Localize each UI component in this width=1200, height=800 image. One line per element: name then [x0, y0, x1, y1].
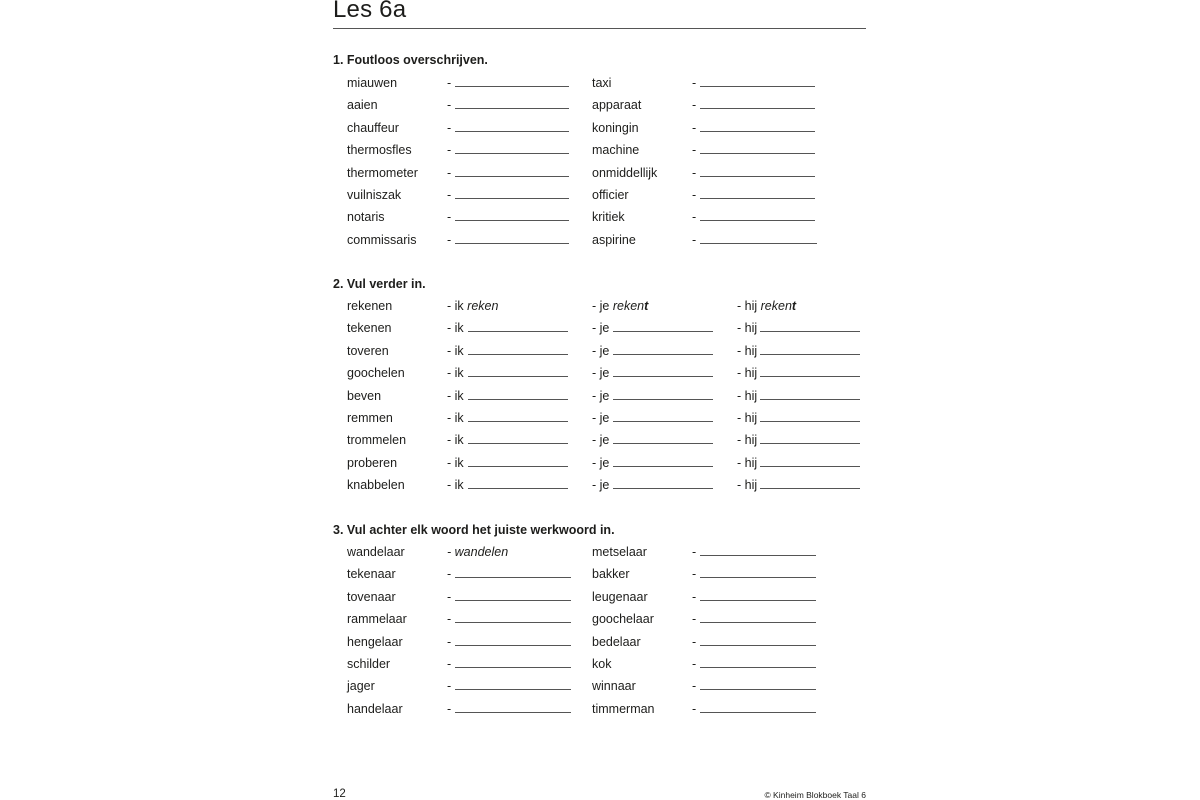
answer-line[interactable]	[700, 243, 817, 244]
dash: -	[692, 545, 697, 559]
hij-label: - hij	[737, 433, 758, 448]
dash: -	[447, 679, 452, 694]
answer-line[interactable]	[700, 645, 816, 646]
hij-answer-line[interactable]	[760, 331, 860, 332]
ik-answer-line[interactable]	[468, 421, 568, 422]
section3-heading: 3. Vul achter elk woord het juiste werkwoord in.	[333, 523, 615, 537]
copy-word: aaien	[347, 98, 378, 113]
noun-word: leugenaar	[592, 589, 648, 604]
hij-answer-line[interactable]	[760, 488, 860, 489]
dash: -	[692, 120, 697, 135]
je-label: - je	[592, 343, 610, 358]
je-answer-line[interactable]	[613, 421, 713, 422]
answer-line[interactable]	[455, 712, 571, 713]
hij-answer-line[interactable]	[760, 421, 860, 422]
dash: -	[447, 210, 452, 225]
noun-word: schilder	[347, 657, 391, 671]
copy-word: koningin	[592, 120, 639, 135]
answer-line[interactable]	[455, 131, 569, 132]
example-verb: rekenen	[347, 299, 393, 313]
answer-line[interactable]	[700, 153, 815, 154]
dash: -	[447, 657, 452, 671]
answer-line[interactable]	[700, 667, 816, 668]
copyright-notice: © Kinheim Blokboek Taal 6	[764, 790, 866, 800]
hij-label: - hij	[737, 411, 758, 425]
je-answer-line[interactable]	[613, 443, 713, 444]
dash: -	[447, 232, 452, 247]
noun-word: jager	[347, 679, 375, 694]
dash: -	[692, 701, 697, 716]
hij-label: - hij	[737, 366, 758, 381]
answer-line[interactable]	[455, 198, 569, 199]
noun-word: handelaar	[347, 701, 403, 716]
je-answer-line[interactable]	[613, 376, 713, 377]
ik-label: - ik	[447, 433, 464, 448]
noun-word: hengelaar	[347, 634, 403, 649]
copy-word: thermosfles	[347, 143, 412, 158]
je-answer-line[interactable]	[613, 354, 713, 355]
dash: -	[447, 567, 452, 582]
verb: goochelen	[347, 366, 405, 381]
example-je: - je rekent	[592, 299, 649, 313]
dash: -	[692, 232, 697, 247]
ik-label: - ik	[447, 343, 464, 358]
noun-word: bedelaar	[592, 634, 641, 649]
copy-word: apparaat	[592, 98, 642, 113]
dash: -	[692, 98, 697, 113]
section1-heading: 1. Foutloos overschrijven.	[333, 53, 488, 67]
dash: -	[692, 657, 697, 671]
ik-label: - ik	[447, 388, 464, 403]
copy-word: machine	[592, 143, 640, 158]
ik-label: - ik	[447, 411, 464, 425]
answer-line[interactable]	[455, 645, 571, 646]
je-label: - je	[592, 478, 610, 493]
dash: -	[447, 701, 452, 716]
copy-word: taxi	[592, 76, 612, 90]
page-number: 12	[333, 788, 346, 800]
answer-line[interactable]	[455, 243, 569, 244]
dash: -	[447, 143, 452, 158]
ik-answer-line[interactable]	[468, 376, 568, 377]
copy-word: thermometer	[347, 165, 418, 180]
je-label: - je	[592, 433, 610, 448]
noun-word: tovenaar	[347, 589, 396, 604]
ik-label: - ik	[447, 455, 464, 470]
je-label: - je	[592, 411, 610, 425]
verb: trommelen	[347, 433, 407, 448]
ik-label: - ik	[447, 478, 464, 493]
ik-label: - ik	[447, 321, 464, 336]
example-ik: - ik reken	[447, 299, 499, 313]
dash: -	[692, 612, 697, 627]
answer-line[interactable]	[455, 86, 569, 87]
noun-word: metselaar	[592, 545, 647, 559]
hij-label: - hij	[737, 478, 758, 493]
noun-word: timmerman	[592, 701, 655, 716]
section2-heading: 2. Vul verder in.	[333, 277, 426, 291]
copy-word: onmiddellijk	[592, 165, 658, 180]
dash: -	[692, 188, 697, 202]
hij-label: - hij	[737, 321, 758, 336]
answer-line[interactable]	[700, 86, 815, 87]
je-answer-line[interactable]	[613, 488, 713, 489]
ik-answer-line[interactable]	[468, 488, 568, 489]
ik-answer-line[interactable]	[468, 466, 568, 467]
dash: -	[447, 165, 452, 180]
dash: -	[692, 589, 697, 604]
hij-answer-line[interactable]	[760, 399, 860, 400]
ik-answer-line[interactable]	[468, 354, 568, 355]
answer-line[interactable]	[455, 622, 571, 623]
ik-label: - ik	[447, 366, 464, 381]
answer-line[interactable]	[455, 600, 571, 601]
hij-answer-line[interactable]	[760, 354, 860, 355]
answer-line[interactable]	[700, 577, 816, 578]
answer-line[interactable]	[700, 555, 816, 556]
hij-label: - hij	[737, 388, 758, 403]
verb: tekenen	[347, 321, 392, 336]
dash: -	[692, 210, 697, 225]
dash: -	[692, 634, 697, 649]
copy-word: chauffeur	[347, 120, 399, 135]
copy-word: officier	[592, 188, 629, 202]
je-answer-line[interactable]	[613, 466, 713, 467]
hij-answer-line[interactable]	[760, 376, 860, 377]
dash: -	[692, 143, 697, 158]
dash: -	[692, 165, 697, 180]
dash: -	[447, 188, 452, 202]
verb: knabbelen	[347, 478, 405, 493]
title-rule	[333, 28, 866, 29]
noun-word: winnaar	[592, 679, 636, 694]
copy-word: kritiek	[592, 210, 625, 225]
ik-answer-line[interactable]	[468, 331, 568, 332]
je-label: - je	[592, 388, 610, 403]
copy-word: vuilniszak	[347, 188, 402, 202]
answer-line[interactable]	[455, 220, 569, 221]
answer-line[interactable]	[455, 153, 569, 154]
answer-line[interactable]	[700, 622, 816, 623]
answer-line[interactable]	[700, 198, 815, 199]
copy-word: aspirine	[592, 232, 636, 247]
noun-word: rammelaar	[347, 612, 407, 627]
dash: -	[447, 76, 452, 90]
answer-line[interactable]	[455, 108, 569, 109]
answer-line[interactable]	[700, 689, 816, 690]
dash: -	[692, 76, 697, 90]
verb: proberen	[347, 455, 398, 470]
dash: -	[447, 634, 452, 649]
verb: toveren	[347, 343, 389, 358]
je-label: - je	[592, 455, 610, 470]
answer-line[interactable]	[700, 108, 815, 109]
example-hij: - hij rekent	[737, 299, 797, 313]
noun-word: kok	[592, 657, 612, 671]
verb: beven	[347, 388, 382, 403]
dash: -	[447, 120, 452, 135]
noun-word: tekenaar	[347, 567, 396, 582]
answer-line[interactable]	[455, 667, 571, 668]
hij-answer-line[interactable]	[760, 466, 860, 467]
verb: remmen	[347, 411, 393, 425]
answer-line[interactable]	[700, 220, 815, 221]
hij-answer-line[interactable]	[760, 443, 860, 444]
noun-word: bakker	[592, 567, 630, 582]
je-label: - je	[592, 366, 610, 381]
noun-word: goochelaar	[592, 612, 654, 627]
answer-line[interactable]	[700, 600, 816, 601]
hij-label: - hij	[737, 343, 758, 358]
ik-answer-line[interactable]	[468, 399, 568, 400]
copy-word: miauwen	[347, 76, 398, 90]
dash: -	[447, 98, 452, 113]
answer-line[interactable]	[455, 176, 569, 177]
je-label: - je	[592, 321, 610, 336]
answer-line[interactable]	[700, 131, 815, 132]
hij-label: - hij	[737, 455, 758, 470]
answer-line[interactable]	[455, 577, 571, 578]
answer-line[interactable]	[700, 712, 816, 713]
dash: -	[447, 612, 452, 627]
page-title: Les 6a	[333, 0, 407, 23]
example-noun: wandelaar	[347, 545, 405, 559]
answer-line[interactable]	[455, 689, 571, 690]
je-answer-line[interactable]	[613, 399, 713, 400]
je-answer-line[interactable]	[613, 331, 713, 332]
copy-word: notaris	[347, 210, 385, 225]
example-answer: - wandelen	[447, 545, 509, 559]
copy-word: commissaris	[347, 232, 417, 247]
dash: -	[692, 567, 697, 582]
dash: -	[447, 589, 452, 604]
ik-answer-line[interactable]	[468, 443, 568, 444]
dash: -	[692, 679, 697, 694]
answer-line[interactable]	[700, 176, 815, 177]
